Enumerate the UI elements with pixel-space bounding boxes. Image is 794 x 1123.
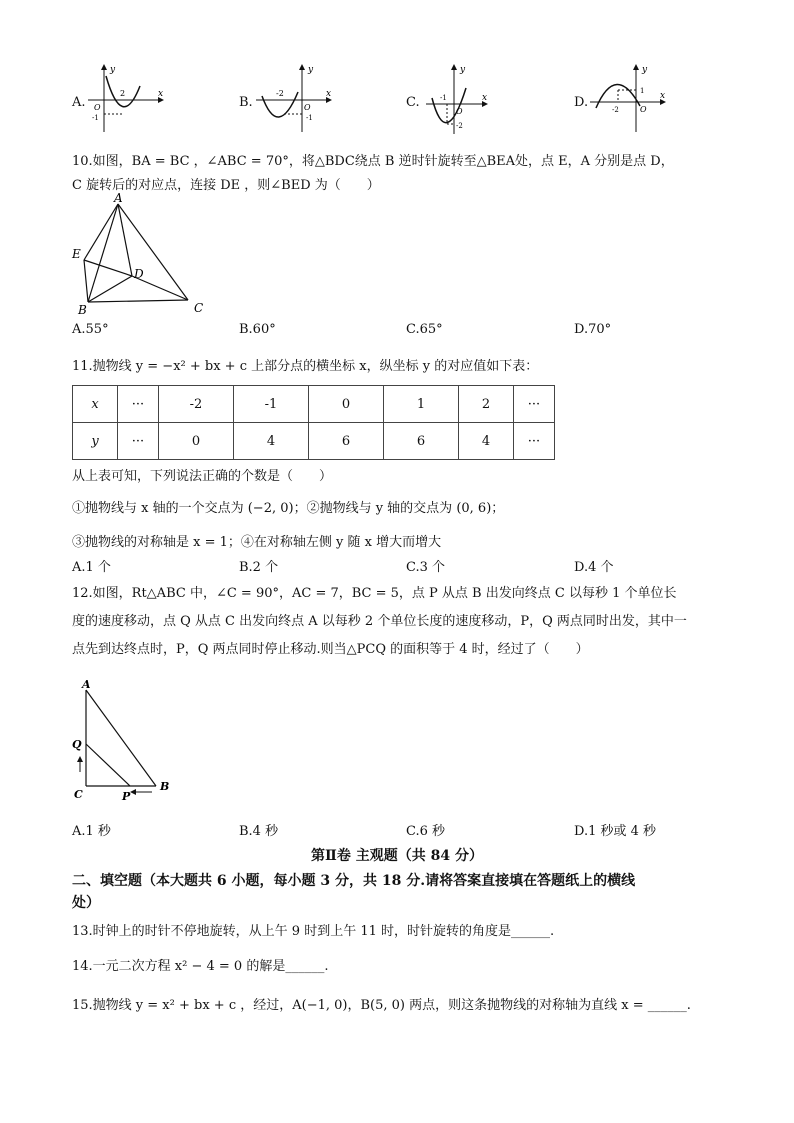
q9-a-origin: O	[94, 103, 101, 112]
table-cell: ···	[118, 386, 159, 423]
q11-option-b: B.2 个	[239, 560, 279, 575]
q9-a-tick-2: -1	[92, 114, 99, 122]
q10-stem-line2: C 旋转后的对应点，连接 DE ，则∠BED 为（ ）	[72, 178, 380, 193]
q9-a-y-label: y	[110, 65, 116, 75]
table-cell: -1	[234, 386, 309, 423]
q12-label-b: B	[160, 780, 170, 793]
q12-option-b: B.4 秒	[239, 824, 279, 839]
q9-option-c-graph	[424, 62, 504, 134]
q9-option-c-label: C.	[406, 95, 420, 110]
table-cell: 0	[159, 423, 234, 460]
table-cell: x	[73, 386, 118, 423]
q13-text: 13.时钟上的时针不停地旋转，从上午 9 时到上午 11 时，时针旋转的角度是______.	[72, 924, 555, 939]
table-row	[73, 423, 555, 460]
q10-figure	[70, 192, 215, 317]
q9-d-tick-2: 1	[640, 87, 645, 95]
q9-a-x-label: x	[158, 89, 164, 99]
q9-d-y-label: y	[642, 65, 648, 75]
q9-option-b-label: B.	[239, 95, 253, 110]
table-cell: ···	[514, 386, 555, 423]
q10-label-b: B	[78, 303, 87, 317]
table-cell: ···	[118, 423, 159, 460]
q12-option-d: D.1 秒或 4 秒	[574, 824, 657, 839]
section-heading-line1: 二、填空题（本大题共 6 小题，每小题 3 分，共 18 分.请将答案直接填在答题纸上的横线	[72, 873, 636, 889]
q12-stem-line3: 点先到达终点时，P，Q 两点同时停止移动.则当△PCQ 的面积等于 4 时，经过了（ ）	[72, 642, 589, 657]
q12-label-c: C	[74, 788, 83, 801]
q11-statement-3-4: ③抛物线的对称轴是 x = 1；④在对称轴左侧 y 随 x 增大而增大	[72, 535, 442, 550]
table-cell: -2	[159, 386, 234, 423]
q10-option-c: C.65°	[406, 322, 443, 337]
q9-b-tick-1: -2	[276, 89, 284, 98]
q10-label-c: C	[194, 301, 204, 315]
q10-stem-line1: 10.如图，BA = BC ，∠ABC = 70°，将△BDC绕点 B 逆时针旋转至△BEA处，点 E，A 分别是点 D，	[72, 154, 674, 169]
q12-option-a: A.1 秒	[72, 824, 111, 839]
q9-option-a-graph	[86, 62, 166, 134]
q10-label-d: D	[134, 267, 144, 281]
table-cell: 4	[459, 423, 514, 460]
q10-option-d: D.70°	[574, 322, 612, 337]
part2-title: 第Ⅱ卷 主观题（共 84 分）	[311, 848, 483, 864]
q11-option-c: C.3 个	[406, 560, 446, 575]
table-cell: 4	[234, 423, 309, 460]
q9-c-origin: O	[456, 107, 463, 116]
q9-b-x-label: x	[326, 89, 332, 99]
table-cell: ···	[514, 423, 555, 460]
table-cell: 6	[384, 423, 459, 460]
q9-option-d-label: D.	[574, 95, 589, 110]
table-cell: 2	[459, 386, 514, 423]
q11-stem: 11.抛物线 y = −x² + bx + c 上部分点的横坐标 x，纵坐标 y 的对应值如下表：	[72, 359, 539, 374]
q9-d-tick-1: -2	[612, 106, 619, 114]
q9-b-origin: O	[304, 103, 311, 112]
q12-option-c: C.6 秒	[406, 824, 446, 839]
q12-figure	[70, 676, 180, 804]
q10-option-b: B.60°	[239, 322, 276, 337]
q11-option-d: D.4 个	[574, 560, 614, 575]
section-heading-line2: 处）	[72, 895, 100, 911]
q12-label-p: P	[122, 790, 131, 803]
q11-question: 从上表可知，下列说法正确的个数是（ ）	[72, 469, 333, 484]
q9-option-b-graph	[254, 62, 334, 134]
q9-d-origin: O	[640, 105, 647, 114]
q12-stem-line2: 度的速度移动，点 Q 从点 C 出发向终点 A 以每秒 2 个单位长度的速度移动，P，Q 两点同时出发，其中一	[72, 614, 687, 629]
q9-option-a-label: A.	[72, 95, 86, 110]
q15-text: 15.抛物线 y = x² + bx + c ，经过，A(−1, 0)，B(5, 0) 两点，则这条抛物线的对称轴为直线 x = ______.	[72, 998, 691, 1013]
q11-statement-1-2: ①抛物线与 x 轴的一个交点为 (−2, 0)；②抛物线与 y 轴的交点为 (0, 6)；	[72, 501, 505, 516]
q9-c-tick-2: -2	[456, 122, 463, 130]
q14-text: 14.一元二次方程 x² − 4 = 0 的解是______.	[72, 959, 329, 974]
q10-label-e: E	[72, 247, 81, 261]
q11-option-a: A.1 个	[72, 560, 111, 575]
q9-b-tick-2: -1	[306, 114, 313, 122]
q9-c-y-label: y	[460, 65, 466, 75]
q9-d-x-label: x	[660, 91, 666, 101]
q12-label-a: A	[82, 678, 91, 691]
table-cell: 0	[309, 386, 384, 423]
q12-stem-line1: 12.如图，Rt△ABC 中，∠C = 90°，AC = 7，BC = 5，点 P 从点 B 出发向终点 C 以每秒 1 个单位长	[72, 586, 677, 601]
q9-c-x-label: x	[482, 93, 488, 103]
q9-a-tick-1: 2	[120, 89, 126, 98]
q11-value-table	[72, 385, 555, 460]
q9-b-y-label: y	[308, 65, 314, 75]
q9-c-tick-1: -1	[440, 94, 447, 102]
table-cell: y	[73, 423, 118, 460]
table-cell: 1	[384, 386, 459, 423]
table-row	[73, 386, 555, 423]
q12-label-q: Q	[72, 738, 82, 751]
q10-option-a: A.55°	[72, 322, 109, 337]
q10-label-a: A	[114, 192, 123, 205]
q9-option-d-graph	[588, 62, 672, 134]
table-cell: 6	[309, 423, 384, 460]
